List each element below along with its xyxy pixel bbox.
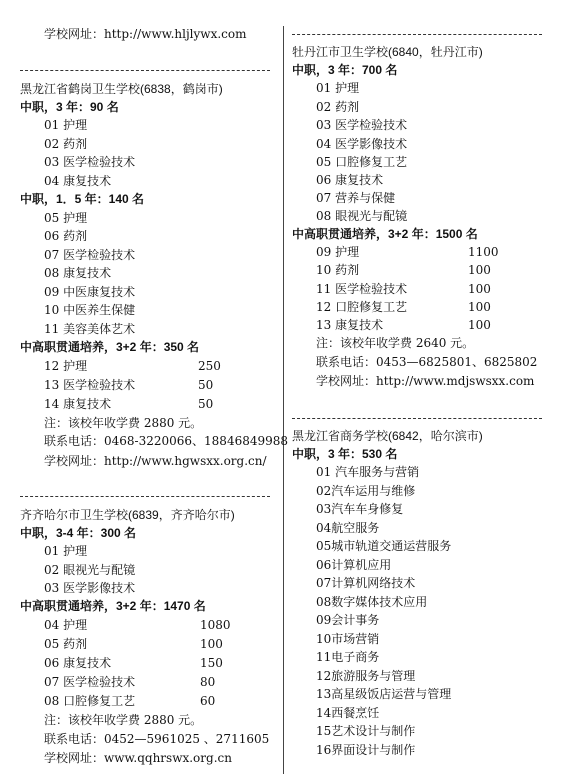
- program-item: 01 汽车服务与营销: [316, 465, 420, 479]
- school-url: 学校网址：http://www.hgwsxx.org.cn/: [44, 454, 267, 468]
- program-item: 11 医学检验技术: [316, 282, 408, 296]
- contact-phone: 联系电话：0468-3220066、18846849988: [44, 434, 289, 448]
- program-item: 13 医学检验技术: [44, 378, 136, 392]
- program-item: 08数字媒体技术应用: [316, 595, 428, 609]
- program-item: 10 药剂: [316, 263, 360, 277]
- school-url: 学校网址：http://www.hljlywx.com: [44, 27, 247, 41]
- program-item: 04 医学影像技术: [316, 137, 408, 151]
- program-item: 09会计事务: [316, 613, 380, 627]
- program-quota: 250: [198, 359, 221, 373]
- program-item: 04航空服务: [316, 521, 380, 535]
- tuition-note: 注：该校年收学费 2640 元。: [316, 336, 475, 350]
- enrollment-heading: 中高职贯通培养，3+2 年：350 名: [20, 340, 200, 354]
- program-item: 13高星级饭店运营与管理: [316, 687, 452, 701]
- program-item: 01 护理: [316, 81, 360, 95]
- program-quota: 100: [468, 282, 491, 296]
- program-quota: 50: [198, 397, 214, 411]
- enrollment-heading: 中职，3 年：530 名: [292, 447, 398, 461]
- contact-phone: 联系电话：0453—6825801、6825802: [316, 355, 538, 369]
- school-title: 黑龙江省鹤岗卫生学校(6838，鹤岗市): [20, 82, 223, 96]
- program-item: 15艺术设计与制作: [316, 724, 416, 738]
- section-divider: [20, 70, 270, 71]
- program-item: 14 康复技术: [44, 397, 112, 411]
- program-item: 04 护理: [44, 618, 88, 632]
- section-divider: [20, 496, 270, 497]
- program-item: 07 医学检验技术: [44, 675, 136, 689]
- program-quota: 1100: [468, 245, 499, 259]
- program-quota: 80: [200, 675, 216, 689]
- program-quota: 50: [198, 378, 214, 392]
- program-item: 03汽车车身修复: [316, 502, 404, 516]
- program-item: 06 康复技术: [316, 173, 384, 187]
- program-item: 01 护理: [44, 118, 88, 132]
- program-item: 13 康复技术: [316, 318, 384, 332]
- enrollment-heading: 中职，3-4 年：300 名: [20, 526, 137, 540]
- enrollment-heading: 中高职贯通培养，3+2 年：1500 名: [292, 227, 478, 241]
- school-url: 学校网址：www.qqhrswx.org.cn: [44, 751, 232, 765]
- program-item: 03 医学检验技术: [44, 155, 136, 169]
- enrollment-heading: 中高职贯通培养，3+2 年：1470 名: [20, 599, 206, 613]
- program-quota: 100: [200, 637, 223, 651]
- column-divider: [283, 26, 284, 774]
- program-item: 05 护理: [44, 211, 88, 225]
- program-item: 01 护理: [44, 544, 88, 558]
- program-item: 07 营养与保健: [316, 191, 396, 205]
- program-item: 07 医学检验技术: [44, 248, 136, 262]
- program-item: 06计算机应用: [316, 558, 392, 572]
- program-quota: 150: [200, 656, 223, 670]
- program-item: 08 口腔修复工艺: [44, 694, 136, 708]
- program-quota: 100: [468, 300, 491, 314]
- school-title: 齐齐哈尔市卫生学校(6839，齐齐哈尔市): [20, 508, 235, 522]
- program-item: 04 康复技术: [44, 174, 112, 188]
- school-title: 黑龙江省商务学校(6842，哈尔滨市): [292, 429, 483, 443]
- program-quota: 1080: [200, 618, 231, 632]
- program-item: 11 美容美体艺术: [44, 322, 136, 336]
- program-item: 07计算机网络技术: [316, 576, 416, 590]
- program-quota: 100: [468, 318, 491, 332]
- program-item: 09 中医康复技术: [44, 285, 136, 299]
- program-item: 08 康复技术: [44, 266, 112, 280]
- school-url: 学校网址：http://www.mdjswsxx.com: [316, 374, 535, 388]
- program-item: 12 护理: [44, 359, 88, 373]
- program-item: 02 药剂: [44, 137, 88, 151]
- program-item: 02 药剂: [316, 100, 360, 114]
- program-item: 11电子商务: [316, 650, 380, 664]
- program-item: 05 口腔修复工艺: [316, 155, 408, 169]
- tuition-note: 注：该校年收学费 2880 元。: [44, 713, 203, 727]
- program-quota: 60: [200, 694, 216, 708]
- school-title: 牡丹江市卫生学校(6840，牡丹江市): [292, 45, 483, 59]
- program-quota: 100: [468, 263, 491, 277]
- program-item: 10 中医养生保健: [44, 303, 136, 317]
- program-item: 09 护理: [316, 245, 360, 259]
- program-item: 08 眼视光与配镜: [316, 209, 408, 223]
- tuition-note: 注：该校年收学费 2880 元。: [44, 416, 203, 430]
- program-item: 05 药剂: [44, 637, 88, 651]
- enrollment-heading: 中职，3 年：90 名: [20, 100, 119, 114]
- section-divider: [292, 34, 542, 35]
- program-item: 10市场营销: [316, 632, 380, 646]
- contact-phone: 联系电话：0452—5961025 、2711605: [44, 732, 270, 746]
- program-item: 03 医学检验技术: [316, 118, 408, 132]
- section-divider: [292, 418, 542, 419]
- enrollment-heading: 中职，3 年：700 名: [292, 63, 398, 77]
- program-item: 12旅游服务与管理: [316, 669, 416, 683]
- program-item: 02 眼视光与配镜: [44, 563, 136, 577]
- program-item: 14西餐烹饪: [316, 706, 380, 720]
- program-item: 16界面设计与制作: [316, 743, 416, 757]
- program-item: 03 医学影像技术: [44, 581, 136, 595]
- program-item: 06 康复技术: [44, 656, 112, 670]
- program-item: 12 口腔修复工艺: [316, 300, 408, 314]
- enrollment-heading: 中职，1．5 年：140 名: [20, 192, 145, 206]
- program-item: 02汽车运用与维修: [316, 484, 416, 498]
- program-item: 06 药剂: [44, 229, 88, 243]
- program-item: 05城市轨道交通运营服务: [316, 539, 452, 553]
